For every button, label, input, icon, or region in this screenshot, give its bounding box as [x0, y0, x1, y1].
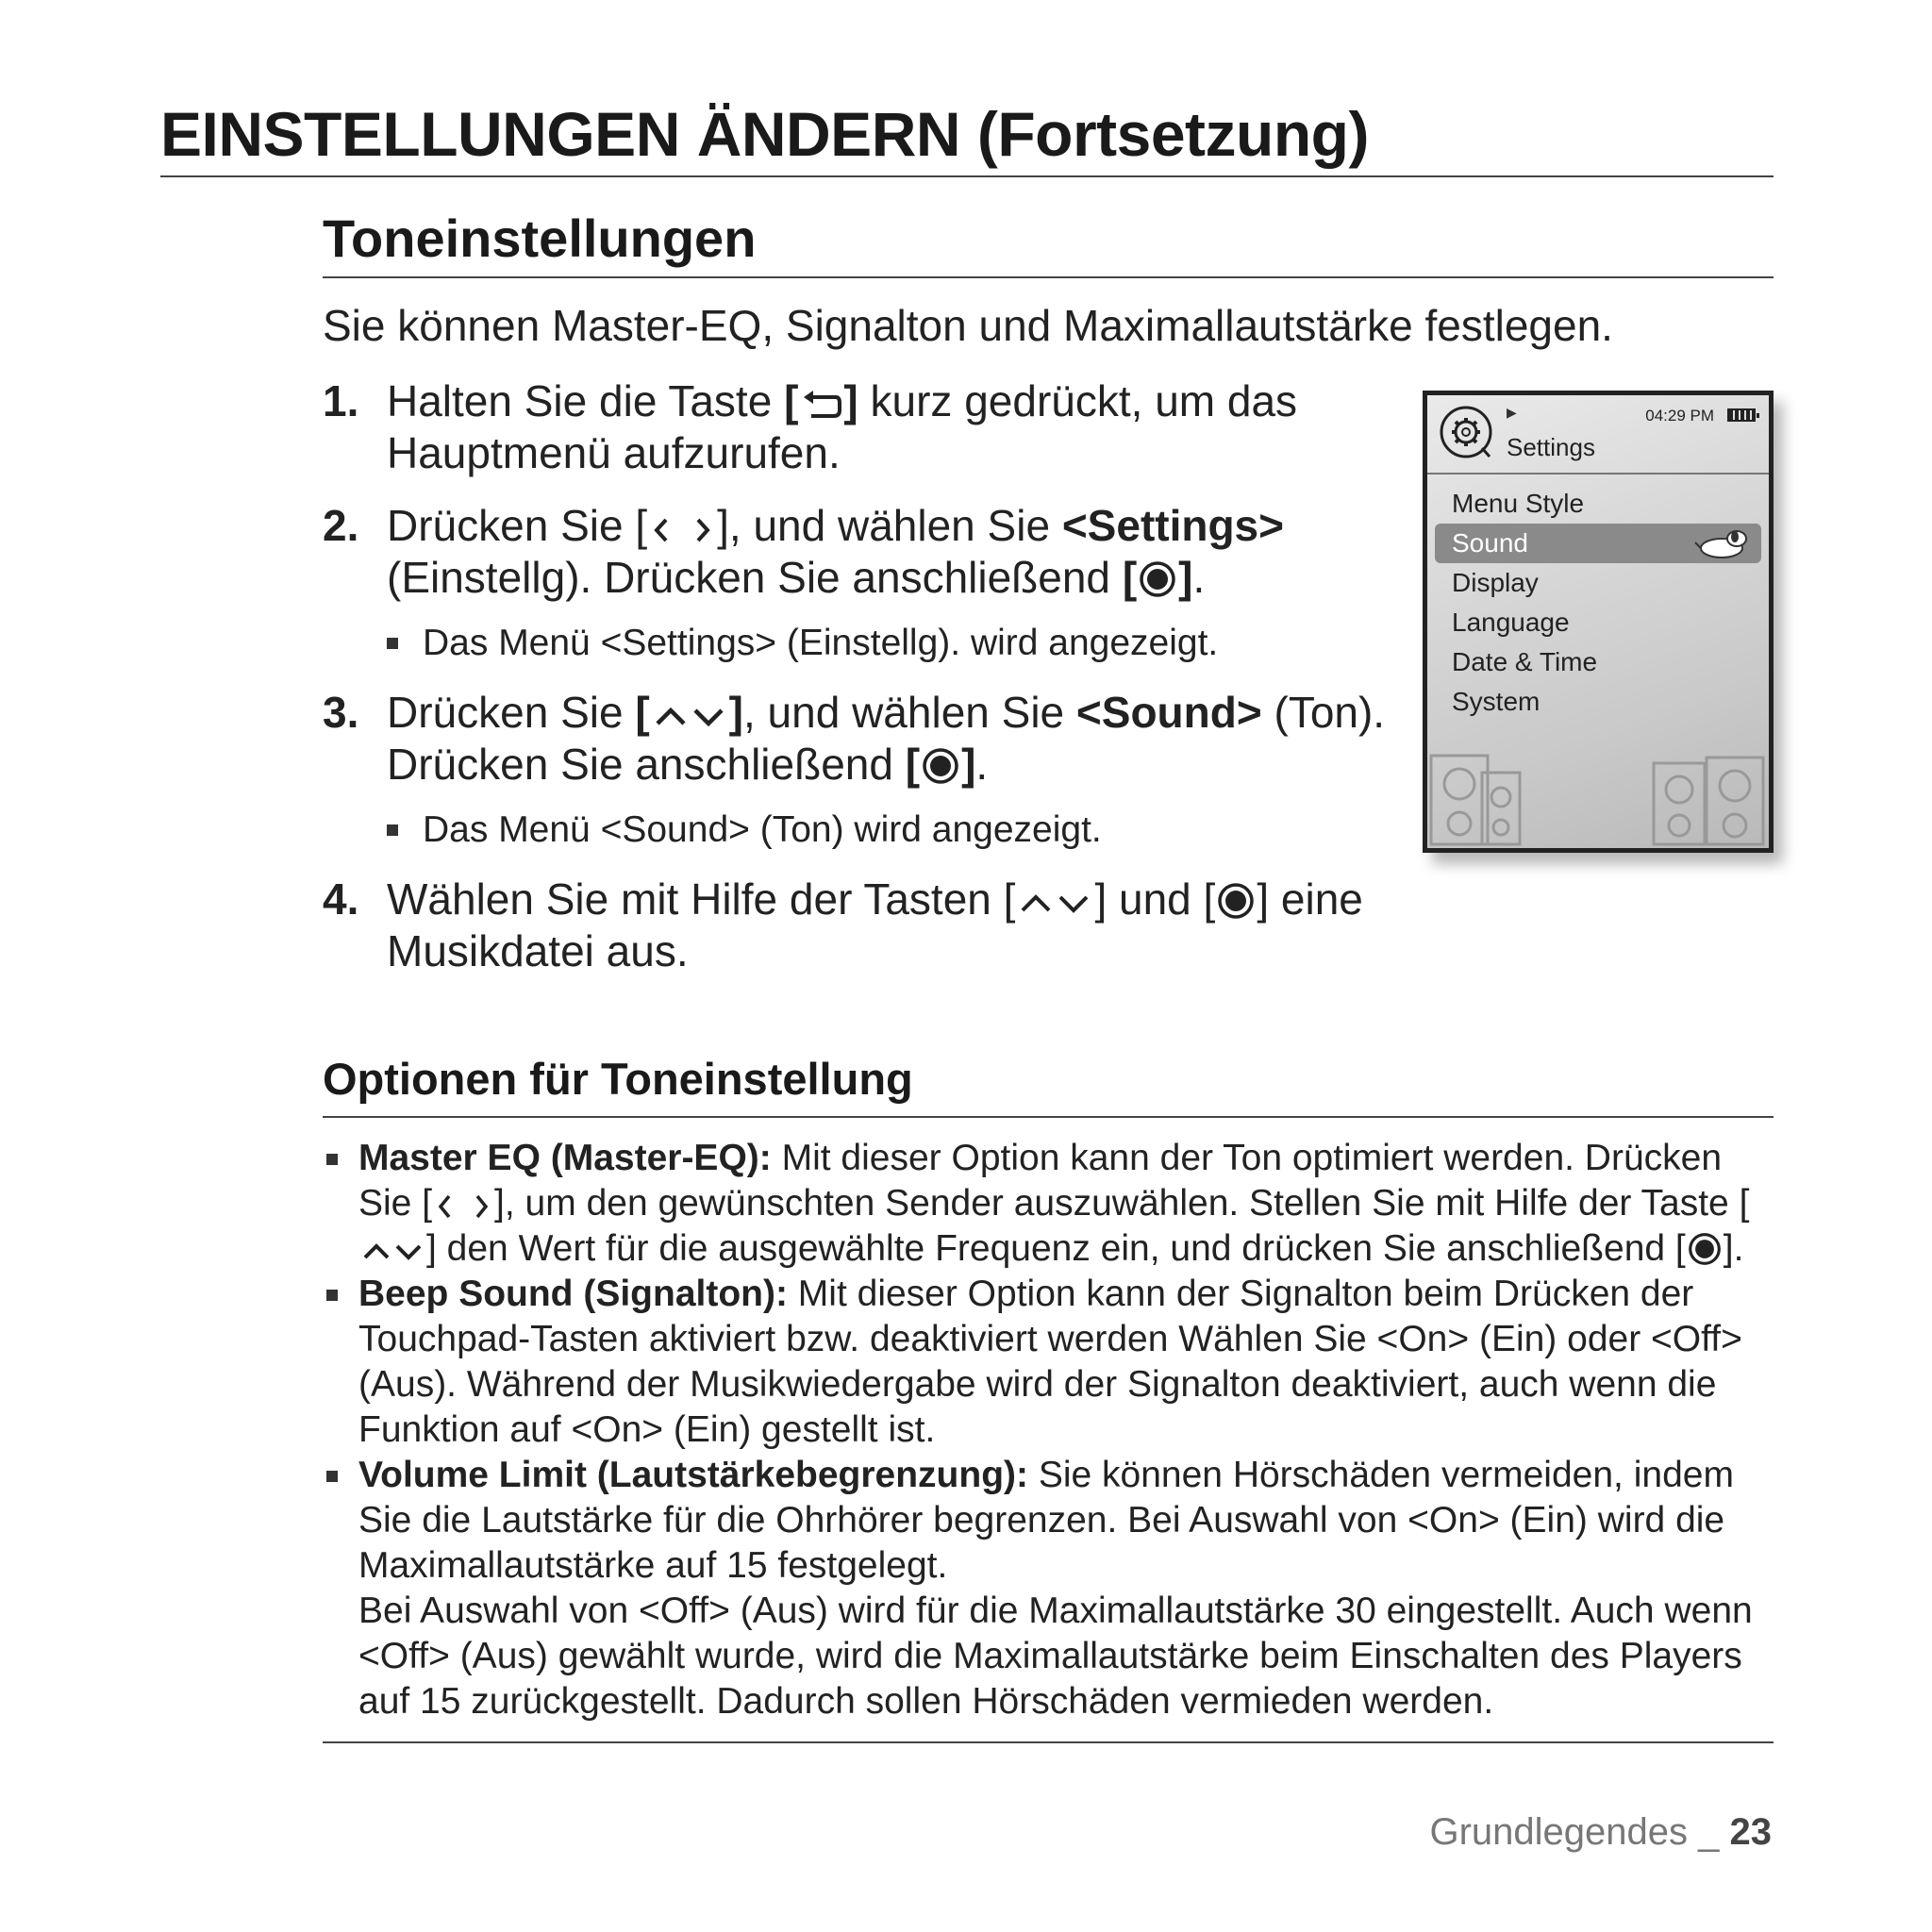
left-right-icon — [434, 1192, 492, 1221]
dog-mascot-icon — [1693, 527, 1750, 561]
device-menu-item-sound[interactable] — [1435, 524, 1761, 563]
select-icon — [1217, 882, 1255, 920]
step-text: Halten Sie die Taste — [387, 376, 785, 425]
step-text: . — [975, 740, 989, 789]
play-icon: ▶ — [1507, 405, 1517, 420]
key-bracket: [ — [635, 688, 650, 737]
step-note: Das Menü <Sound> (Ton) wird angezeigt. — [387, 808, 1389, 853]
step-4 — [323, 874, 1389, 977]
select-icon — [1688, 1232, 1722, 1266]
step-note: Das Menü <Settings> (Einstellg). wird angezeigt. — [387, 621, 1389, 666]
device-time: 04:29 PM — [1645, 407, 1714, 425]
settings-label: <Settings> — [1061, 501, 1285, 550]
device-screenshot — [1423, 391, 1774, 853]
device-menu-item-label: Sound — [1452, 528, 1528, 558]
option-text: Mit dieser Option kann der Signalton beim Drücken der Touchpad-Tasten aktiviert bzw. deaktiviert werden Wählen Sie <On> (Ein) oder <Off> (Aus). Während der Musikwiedergabe wird der Signalton deaktiviert, auch wenn die Funktion auf <On> (Ein) gestellt ist. — [358, 1274, 1742, 1450]
key-bracket: ] — [728, 688, 743, 737]
step-number: 2. — [323, 501, 359, 550]
step-text: Drücken Sie — [387, 688, 636, 737]
device-menu-item-system[interactable]: System — [1452, 687, 1541, 716]
option-beep-sound — [323, 1272, 1774, 1453]
option-text: Mit dieser Option kann der Ton optimiert werden. Drücken Sie [ — [358, 1138, 1723, 1224]
section-title: Toneinstellungen — [323, 208, 1774, 278]
settings-gear-icon — [1439, 405, 1493, 459]
key-bracket: [ — [905, 740, 921, 789]
options-list — [323, 1136, 1774, 1743]
step-3 — [323, 687, 1389, 853]
step-text: ] und [ — [1094, 874, 1216, 924]
device-header — [1427, 395, 1769, 475]
step-text: (Einstellg). Drücken Sie anschließend — [387, 553, 1123, 602]
step-text: kurz gedrückt, um das Hauptmenü aufzurufen. — [387, 376, 1298, 477]
option-text: ] den Wert für die ausgewählte Frequenz ein, und drücken Sie anschließend [ — [426, 1228, 1686, 1269]
option-text: ]. — [1723, 1228, 1744, 1269]
option-master-eq — [323, 1136, 1774, 1272]
up-down-icon — [652, 701, 727, 733]
key-bracket: ] — [1178, 553, 1193, 602]
step-number: 1. — [323, 376, 359, 425]
step-text: Wählen Sie mit Hilfe der Tasten [ — [387, 874, 1016, 924]
key-bracket: [ — [784, 376, 799, 425]
steps-list — [323, 375, 1389, 998]
key-bracket: [ — [1122, 553, 1138, 602]
left-right-icon — [649, 514, 715, 546]
select-icon — [1139, 560, 1176, 598]
step-number: 4. — [323, 874, 359, 924]
step-2 — [323, 500, 1389, 666]
battery-icon — [1727, 408, 1756, 422]
back-icon — [800, 390, 841, 422]
step-text: ], und wählen Sie — [717, 501, 1062, 550]
step-number: 3. — [323, 688, 359, 737]
page-number: 23 — [1729, 1811, 1772, 1853]
page-footer — [1429, 1811, 1772, 1854]
step-text: Drücken Sie [ — [387, 501, 648, 550]
device-menu-item-language[interactable]: Language — [1452, 608, 1570, 637]
option-text: ], um den gewünschten Sender auszuwählen. Stellen Sie mit Hilfe der Taste [ — [494, 1183, 1750, 1224]
device-menu-item-display[interactable]: Display — [1452, 568, 1539, 597]
option-label: Volume Limit (Lautstärkebegrenzung): — [358, 1455, 1028, 1495]
step-text: ] eine Musikdatei aus. — [387, 874, 1363, 975]
step-text: . — [1192, 553, 1206, 602]
speaker-background-icon — [1427, 744, 1769, 848]
up-down-icon — [360, 1238, 425, 1266]
device-menu-item-date-time[interactable]: Date & Time — [1452, 647, 1598, 676]
footer-section: Grundlegendes _ — [1429, 1811, 1730, 1853]
step-text: (Ton). Drücken Sie anschließend — [387, 688, 1386, 789]
up-down-icon — [1017, 888, 1092, 920]
intro-text: Sie können Master-EQ, Signalton und Maximallautstärke festlegen. — [323, 301, 1613, 350]
step-text: , und wählen Sie — [743, 688, 1076, 737]
options-title: Optionen für Toneinstellung — [323, 1053, 1774, 1118]
key-bracket: ] — [961, 740, 976, 789]
device-menu — [1435, 484, 1761, 722]
option-text: Sie können Hörschäden vermeiden, indem Sie die Lautstärke für die Ohrhörer begrenzen. Bei Auswahl von <On> (Ein) wird die Maximallautstärke auf 15 festgelegt. — [358, 1455, 1734, 1586]
device-title: Settings — [1507, 433, 1595, 461]
device-menu-item-menu-style[interactable]: Menu Style — [1452, 489, 1585, 518]
option-label: Master EQ (Master-EQ): — [358, 1138, 772, 1178]
option-volume-limit — [323, 1453, 1774, 1724]
step-1 — [323, 375, 1389, 479]
option-label: Beep Sound (Signalton): — [358, 1274, 788, 1314]
key-bracket: ] — [843, 376, 858, 425]
page-title: EINSTELLUNGEN ÄNDERN (Fortsetzung) — [160, 98, 1774, 177]
option-text-continued: Bei Auswahl von <Off> (Aus) wird für die Maximallautstärke 30 eingestellt. Auch wenn <Off> (Aus) gewählt wurde, wird die Maximallautstärke beim Einschalten des Players auf 15 zurückgestellt. Dadurch sollen Hörschäden vermieden werden. — [358, 1591, 1753, 1722]
select-icon — [922, 747, 959, 785]
sound-label: <Sound> — [1075, 688, 1262, 737]
